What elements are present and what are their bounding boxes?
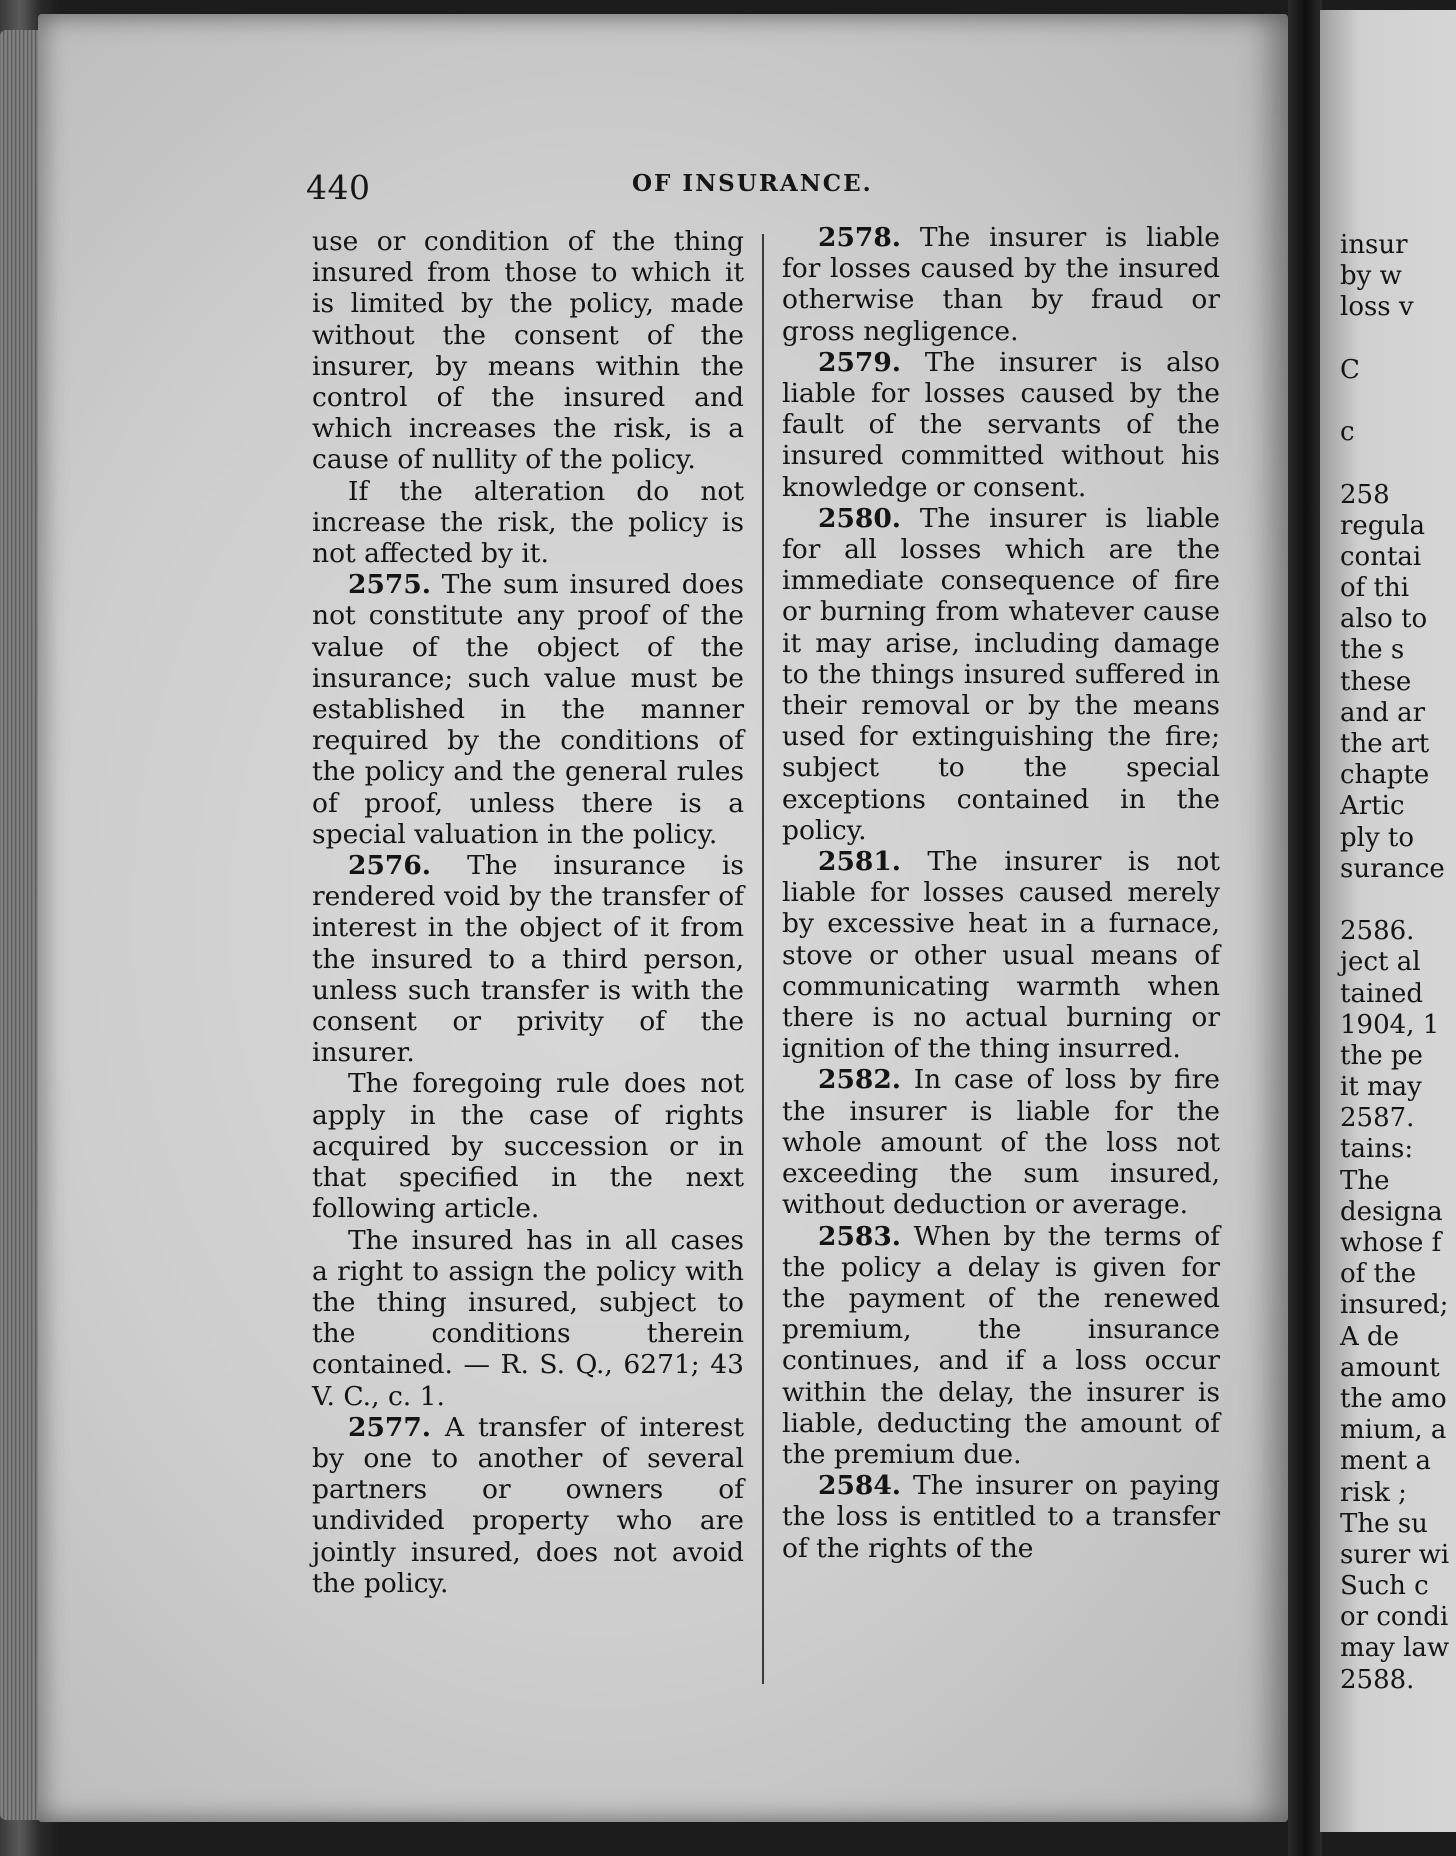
paragraph [312, 1068, 744, 1224]
right-page-line: also to [1340, 604, 1428, 635]
paragraph [312, 476, 744, 570]
right-page-line: the pe [1340, 1040, 1423, 1071]
paragraph-text: When by the terms of the policy a delay is given for the payment of the renewed premium, the insurance continues, and if a loss occur within the delay, the insurer is liable, deducting the amount of the premium due. [782, 1220, 1220, 1470]
right-page [1320, 10, 1456, 1832]
right-page-line: surance [1340, 853, 1445, 884]
right-page-line: ject al [1340, 947, 1421, 978]
right-page-text-column [1340, 230, 1456, 1696]
right-page-line: mium, a [1340, 1415, 1447, 1446]
right-page-line: insured; [1340, 1290, 1449, 1321]
article-number: 2584. [818, 1470, 901, 1502]
right-page-line: and ar [1340, 697, 1426, 728]
left-text-column [312, 226, 744, 1599]
paragraph-text: A transfer of interest by one to another of several partners or owners of undivided property who are jointly insured, does not avoid the policy. [312, 1411, 744, 1599]
right-page-line: A de [1340, 1321, 1400, 1352]
right-page-line [1340, 324, 1456, 355]
paragraph-text: In case of loss by fire the insurer is liable for the whole amount of the loss not exceeding the sum insured, without deduction or average. [782, 1064, 1220, 1221]
article-paragraph [782, 503, 1220, 846]
right-page-line: of the [1340, 1259, 1417, 1290]
article-paragraph [312, 1412, 744, 1599]
right-page-line: 258 [1340, 479, 1390, 510]
article-number: 2580. [818, 502, 901, 534]
right-page-line: may law [1340, 1633, 1450, 1664]
right-page-line: C [1340, 354, 1360, 385]
right-page-line: it may [1340, 1072, 1422, 1103]
paragraph [312, 226, 744, 476]
article-number: 2575. [348, 569, 431, 601]
article-number: 2577. [348, 1411, 431, 1443]
right-page-line: of thi [1340, 573, 1410, 604]
right-page-line: loss v [1340, 292, 1414, 323]
right-page-line: amount [1340, 1352, 1440, 1383]
article-number: 2583. [818, 1220, 901, 1252]
right-page-line [1340, 885, 1456, 916]
book-gutter [1288, 0, 1322, 1856]
right-page-line: the s [1340, 635, 1405, 666]
page-number: 440 [306, 168, 371, 207]
right-page-line: c [1340, 417, 1355, 448]
right-page-line: designa [1340, 1196, 1443, 1227]
paragraph [312, 1225, 744, 1412]
right-page-line: 1904, 1 [1340, 1009, 1440, 1040]
paragraph-text: The insurer is liable for all losses which are the immediate consequence of fire or burning from whatever cause it may arise, including damage to the things insured suffered in their removal or by the means used for extinguishing the fire; subject to the special exceptions contained in the policy. [782, 502, 1220, 846]
paragraph-text: The insurer is not liable for losses caused merely by excessive heat in a furnace, stove or other usual means of communicating warmth when there is no actual burning or ignition of the thing insurred. [782, 846, 1220, 1065]
right-page-line: Artic [1340, 791, 1405, 822]
running-head [306, 168, 906, 208]
paragraph-text: The insurer is also liable for losses caused by the fault of the servants of the insured committed without his knowledge or consent. [782, 346, 1220, 503]
right-page-line: The su [1340, 1508, 1428, 1539]
paragraph-text: The insurer is liable for losses caused by the insured otherwise than by fraud or gross negligence. [782, 222, 1220, 347]
article-number: 2579. [818, 346, 901, 378]
paragraph-text: The insurance is rendered void by the transfer of interest in the object of it from the insured to a third person, unless such transfer is with the consent or privity of the insurer. [312, 850, 744, 1069]
right-page-line: ply to [1340, 822, 1415, 853]
paragraph-text: The insurer on paying the loss is entitled to a transfer of the rights of the [782, 1470, 1220, 1564]
article-number: 2582. [818, 1064, 901, 1096]
right-page-line: Such c [1340, 1571, 1429, 1602]
article-number: 2581. [818, 846, 901, 878]
right-page-line: by w [1340, 261, 1402, 292]
right-page-line: the amo [1340, 1383, 1447, 1414]
right-page-line [1340, 448, 1456, 479]
article-paragraph [782, 1221, 1220, 1471]
column-divider [762, 234, 764, 1684]
paragraph-text: The foregoing rule does not apply in the case of rights acquired by succession or in that specified in the next following article. [312, 1068, 744, 1225]
article-number: 2576. [348, 850, 431, 882]
right-page-line: 2588. [1340, 1664, 1415, 1695]
paragraph-text: The sum insured does not constitute any proof of the value of the object of the insurance; such value must be established in the manner required by the conditions of the policy and the general rules of proof, unless there is a special valuation in the policy. [312, 569, 744, 850]
right-page-line: 2587. [1340, 1103, 1415, 1134]
right-page-line: risk ; [1340, 1477, 1407, 1508]
right-page-line: tains: [1340, 1134, 1414, 1165]
article-paragraph [782, 1064, 1220, 1220]
right-page-line: regula [1340, 510, 1426, 541]
article-paragraph [312, 569, 744, 850]
right-page-line: or condi [1340, 1602, 1449, 1633]
paragraph-text: use or condition of the thing insured from those to which it is limited by the policy, made without the consent of the insurer, by means within the control of the insured and which increases the risk, is a cause of nullity of the policy. [312, 226, 744, 476]
right-page-line: whose f [1340, 1228, 1442, 1258]
right-page-line: chapte [1340, 760, 1430, 791]
article-paragraph [782, 846, 1220, 1064]
right-page-line: The [1340, 1165, 1390, 1196]
paragraph-text: If the alteration do not increase the risk, the policy is not affected by it. [312, 475, 744, 570]
paragraph-text: The insured has in all cases a right to assign the policy with the thing insured, subject to the conditions therein contained. — R. S. Q., 6271; 43 V. C., c. 1. [312, 1224, 744, 1412]
article-paragraph [782, 347, 1220, 503]
right-page-line: 2586. [1340, 916, 1415, 947]
article-number: 2578. [818, 222, 901, 253]
right-page-line: insur [1340, 230, 1408, 260]
middle-text-column [782, 222, 1220, 1564]
right-page-line [1340, 386, 1456, 417]
article-paragraph [782, 1470, 1220, 1564]
right-page-line: contai [1340, 541, 1422, 572]
right-page-line: ment a [1340, 1446, 1431, 1477]
page-edges [0, 30, 40, 1820]
right-page-line: these [1340, 666, 1412, 697]
right-page-line: tained [1340, 978, 1424, 1009]
article-paragraph [782, 222, 1220, 347]
page-title: OF INSURANCE. [632, 170, 873, 197]
right-page-line: the art [1340, 729, 1430, 759]
right-page-line: surer wi [1340, 1539, 1450, 1570]
article-paragraph [312, 850, 744, 1068]
